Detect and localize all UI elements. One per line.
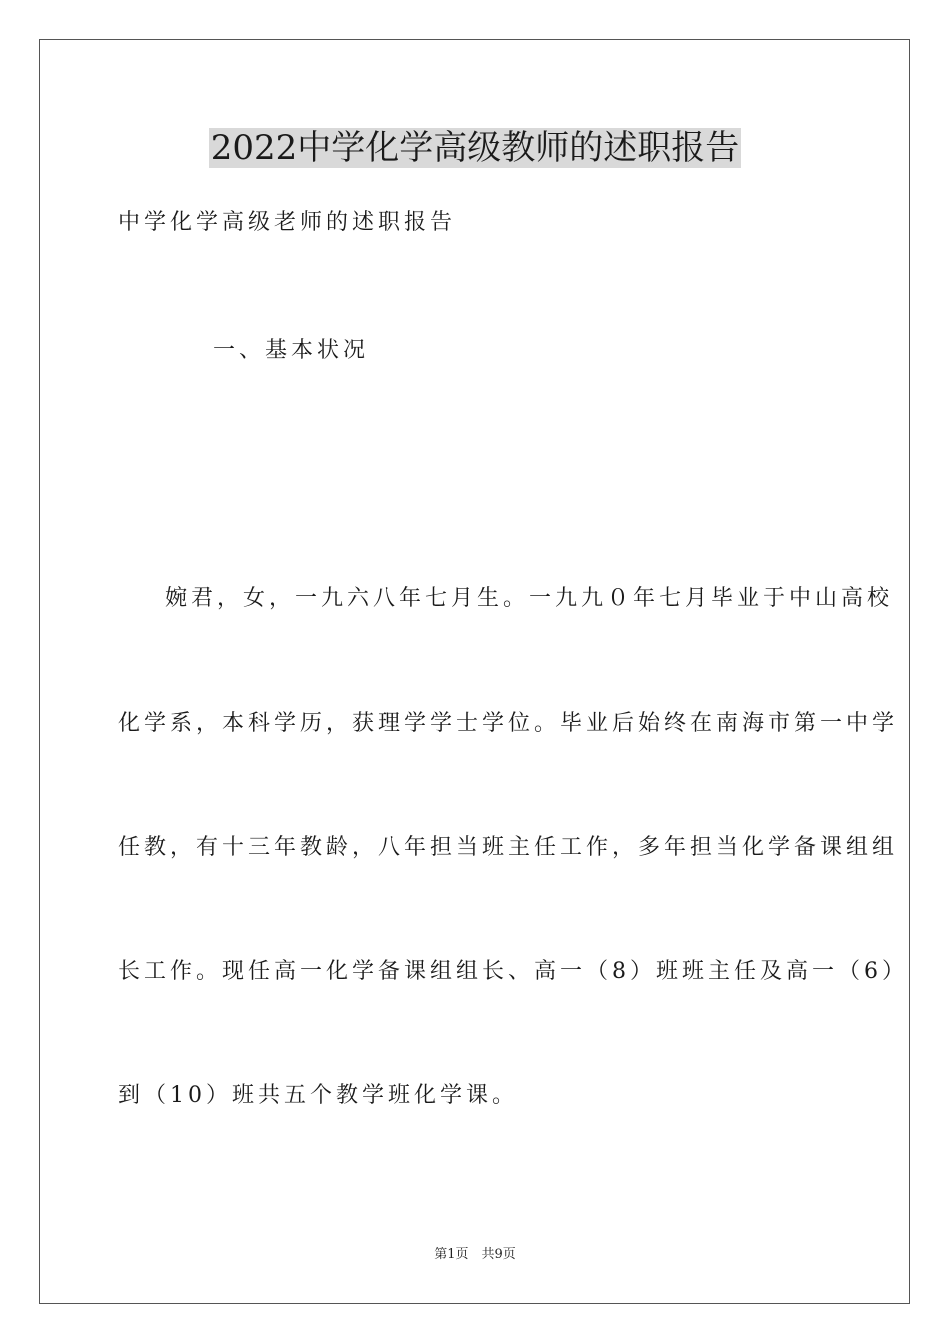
document-subtitle: 中学化学高级老师的述职报告 xyxy=(118,210,457,235)
page-footer xyxy=(0,1246,950,1264)
section-heading: 一、基本状况 xyxy=(213,338,370,363)
paragraph-line-1: 婉君，女，一九六八年七月生。一九九０年七月毕业于中山高校 xyxy=(165,586,894,611)
document-title xyxy=(0,126,950,170)
paragraph-line-5: 到（10）班共五个教学班化学课。 xyxy=(118,1083,518,1108)
paragraph-line-2: 化学系，本科学历，获理学学士学位。毕业后始终在南海市第一中学 xyxy=(118,711,899,736)
paragraph-line-3: 任教，有十三年教龄，八年担当班主任工作，多年担当化学备课组组 xyxy=(118,835,899,860)
page-indicator: 第1页 共9页 xyxy=(434,1247,516,1262)
document-title-text: 2022中学化学高级教师的述职报告 xyxy=(210,128,740,168)
paragraph-line-4: 长工作。现任高一化学备课组组长、高一（8）班班主任及高一（6） xyxy=(118,959,908,984)
